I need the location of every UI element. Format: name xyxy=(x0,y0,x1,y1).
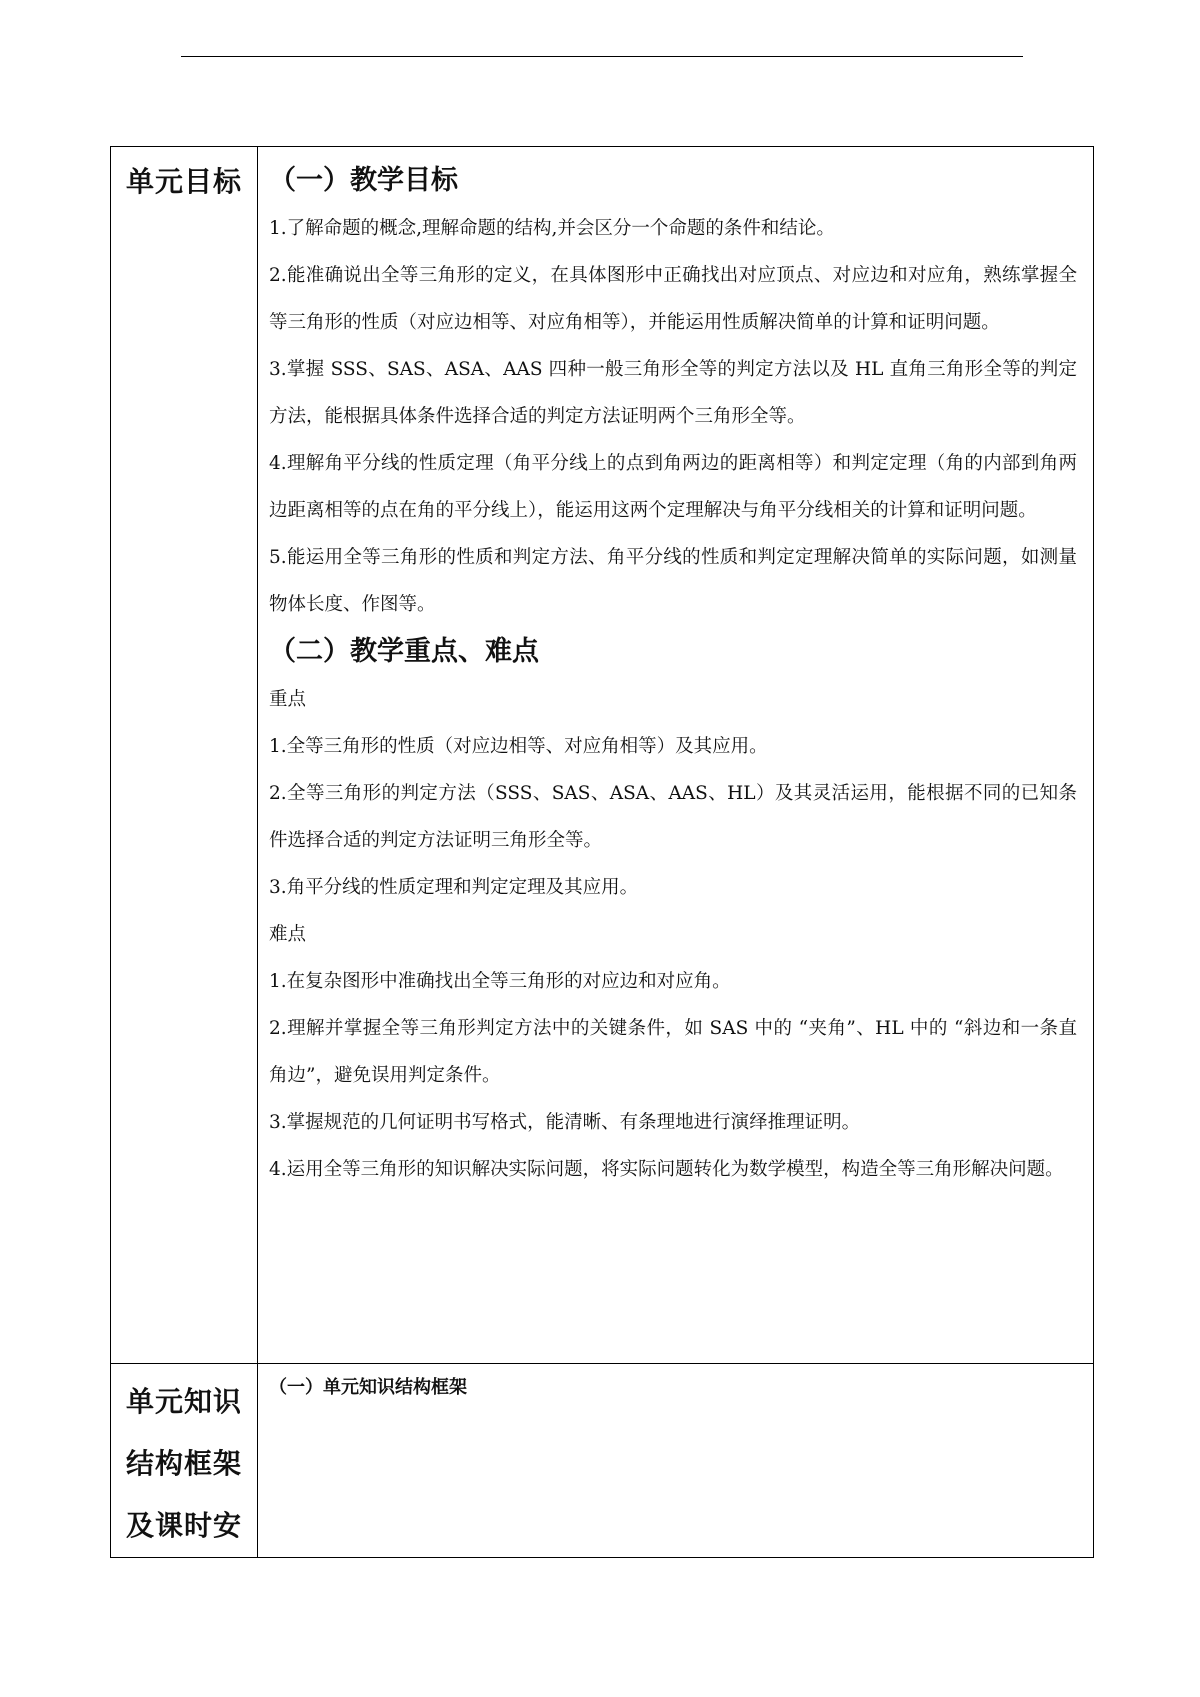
section-heading-teaching-goals: （一）教学目标 xyxy=(269,165,458,196)
difficult-point-item-4: 4.运用全等三角形的知识解决实际问题，将实际问题转化为数学模型，构造全等三角形解决问题。 xyxy=(269,1159,1064,1180)
row-label-text: 单元目标 xyxy=(125,165,242,198)
goal-item-3: 3.掌握 SSS、SAS、ASA、AAS 四种一般三角形全等的判定方法以及 HL 直角三角形全等的判定方法，能根据具体条件选择合适的判定方法证明两个三角形全等。 xyxy=(269,359,1077,427)
sub-heading-knowledge-framework: （一）单元知识结构框架 xyxy=(269,1377,467,1398)
goal-item-2: 2.能准确说出全等三角形的定义，在具体图形中正确找出对应顶点、对应边和对应角，熟练掌握全等三角形的性质（对应边相等、对应角相等），并能运用性质解决简单的计算和证明问题。 xyxy=(269,265,1077,333)
goal-item-4: 4.理解角平分线的性质定理（角平分线上的点到角两边的距离相等）和判定定理（角的内部到角两边距离相等的点在角的平分线上），能运用这两个定理解决与角平分线相关的计算和证明问题。 xyxy=(269,453,1077,521)
difficult-point-item-2: 2.理解并掌握全等三角形判定方法中的关键条件，如 SAS 中的 “夹角”、HL 中的 “斜边和一条直角边”，避免误用判定条件。 xyxy=(269,1018,1077,1086)
key-point-item-3: 3.角平分线的性质定理和判定定理及其应用。 xyxy=(269,877,639,898)
row-label-knowledge-framework xyxy=(111,1371,257,1557)
row-divider xyxy=(111,1363,1093,1364)
difficult-points-label: 难点 xyxy=(269,924,307,945)
key-points-label: 重点 xyxy=(269,689,307,710)
difficult-point-item-3: 3.掌握规范的几何证明书写格式，能清晰、有条理地进行演绎推理证明。 xyxy=(269,1112,861,1133)
unit-goals-content xyxy=(269,161,1077,1193)
difficult-point-item-1: 1.在复杂图形中准确找出全等三角形的对应边和对应角。 xyxy=(269,971,731,992)
row-label-unit-goals xyxy=(111,151,257,213)
row-label-line-1: 单元知识 xyxy=(125,1385,242,1418)
key-point-item-1: 1.全等三角形的性质（对应边相等、对应角相等）及其应用。 xyxy=(269,736,768,757)
knowledge-framework-content xyxy=(269,1373,1077,1403)
goal-item-1: 1.了解命题的概念,理解命题的结构,并会区分一个命题的条件和结论。 xyxy=(269,218,835,239)
unit-plan-table xyxy=(110,146,1094,1558)
section-heading-key-difficult-points: （二）教学重点、难点 xyxy=(269,636,539,667)
header-rule xyxy=(181,56,1023,57)
key-point-item-2: 2.全等三角形的判定方法（SSS、SAS、ASA、AAS、HL）及其灵活运用，能根据不同的已知条件选择合适的判定方法证明三角形全等。 xyxy=(269,783,1077,851)
goal-item-5: 5.能运用全等三角形的性质和判定方法、角平分线的性质和判定定理解决简单的实际问题，如测量物体长度、作图等。 xyxy=(269,547,1077,615)
row-label-line-3: 及课时安 xyxy=(125,1509,242,1542)
row-label-line-2: 结构框架 xyxy=(125,1447,242,1480)
column-divider xyxy=(257,147,258,1557)
